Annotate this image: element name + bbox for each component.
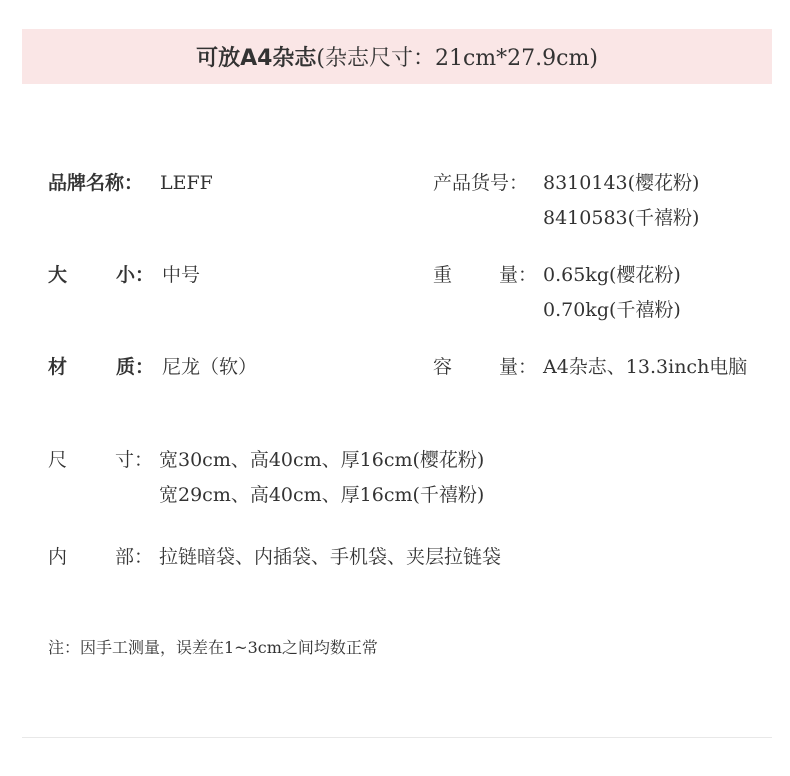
- spec-capacity-label-b: 量：: [499, 356, 538, 378]
- banner-title-bold: 可放A4杂志: [196, 46, 317, 71]
- spec-brand-value: LEFF: [160, 172, 213, 194]
- spec-interior-value: 拉链暗袋、内插袋、手机袋、夹层拉链袋: [159, 546, 502, 568]
- spec-item-no-label: 产品货号：: [433, 172, 529, 194]
- spec-capacity-label-a: 容: [433, 356, 453, 378]
- spec-brand-label: 品牌名称：: [48, 172, 144, 194]
- spec-weight-label-b: 量：: [499, 264, 538, 286]
- spec-dimensions-value-2: 宽29cm、高40cm、厚16cm(千禧粉): [159, 484, 485, 506]
- spec-weight-value-2: 0.70kg(千禧粉): [543, 299, 681, 321]
- spec-dimensions-label-b: 寸：: [115, 449, 154, 471]
- spec-size-label-a: 大: [48, 264, 68, 286]
- spec-interior-label-b: 部：: [115, 546, 154, 568]
- spec-weight-value-1: 0.65kg(樱花粉): [543, 264, 681, 286]
- spec-capacity-value: A4杂志、13.3inch电脑: [543, 356, 748, 378]
- spec-weight-label-a: 重: [433, 264, 453, 286]
- spec-size-value: 中号: [162, 264, 201, 286]
- spec-dimensions-label-a: 尺: [48, 449, 68, 471]
- bottom-divider: [22, 737, 772, 738]
- spec-material-label-a: 材: [48, 356, 68, 378]
- spec-dimensions-value-1: 宽30cm、高40cm、厚16cm(樱花粉): [159, 449, 485, 471]
- spec-material-label-b: 质：: [116, 356, 155, 378]
- spec-size-label-b: 小：: [116, 264, 155, 286]
- spec-item-no-value-2: 8410583(千禧粉): [543, 207, 700, 229]
- title-banner: [22, 29, 772, 84]
- spec-material-value: 尼龙（软）: [162, 356, 258, 378]
- measurement-note: 注：因手工测量，误差在1~3cm之间均数正常: [48, 638, 378, 657]
- spec-interior-label-a: 内: [48, 546, 68, 568]
- spec-item-no-value-1: 8310143(樱花粉): [543, 172, 700, 194]
- banner-title-rest: (杂志尺寸：21cm*27.9cm): [316, 46, 598, 71]
